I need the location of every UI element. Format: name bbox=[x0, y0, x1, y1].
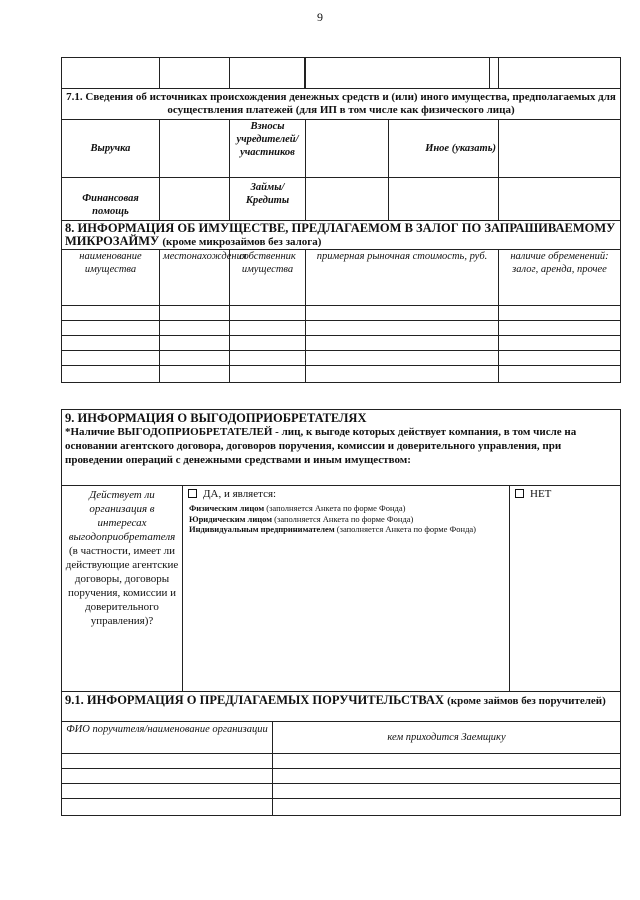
col-owner: собственник имущества bbox=[230, 250, 306, 306]
section-8-title: 8. ИНФОРМАЦИЯ ОБ ИМУЩЕСТВЕ, ПРЕДЛАГАЕМОМ В ЗАЛОГ ПО ЗАПРАШИВАЕМОМУ МИКРОЗАЙМУ (кроме микрозаймов без залога) bbox=[62, 221, 621, 250]
section-9-note: *Наличие ВЫГОДОПРИОБРЕТАТЕЛЕЙ - лиц, к выгоде которых действует компания, в том числе на основании агентского договора, договоров поручения, комиссии и доверительного управления, при проведении операций с денежными средствами и иным имуществом: bbox=[65, 426, 577, 466]
page-number: 9 bbox=[317, 10, 323, 24]
yes-suboption: Индивидуальным предпринимателем (заполняется Анкета по форме Фонда) bbox=[189, 524, 476, 534]
contributions-label: Взносы учредителей/участников bbox=[230, 120, 306, 178]
split-cell bbox=[306, 178, 498, 220]
section-9-1-title: 9.1. ИНФОРМАЦИЯ О ПРЕДЛАГАЕМЫХ ПОРУЧИТЕЛЬСТВАХ (кроме займов без поручителей) bbox=[62, 692, 621, 722]
table-row bbox=[62, 58, 621, 89]
beneficiary-question: Действует ли организация в интересах выгодоприобретателя (в частности, имеет ли действующие агентские договоры, договоры поручения, комиссии и доверительного управления)? bbox=[62, 486, 183, 692]
table-row bbox=[62, 306, 621, 321]
other-value[interactable] bbox=[499, 120, 621, 178]
table-row bbox=[62, 784, 621, 799]
section-7-1-title: 7.1. Сведения об источниках происхождения денежных средств и (или) иного имущества, предполагаемых для осуществления платежей (для ИП в том числе как физического лица) bbox=[62, 89, 621, 120]
yes-suboption: Физическим лицом (заполняется Анкета по форме Фонда) bbox=[189, 503, 406, 513]
table-sources-and-collateral bbox=[61, 57, 621, 383]
loans-label: Займы/Кредиты bbox=[230, 178, 306, 221]
beneficiary-no-cell bbox=[510, 486, 621, 692]
col-guarantor: ФИО поручителя/наименование организации bbox=[62, 722, 273, 754]
table-row bbox=[62, 486, 621, 692]
table-row bbox=[62, 769, 621, 784]
split-cell bbox=[306, 58, 498, 88]
yes-checkbox[interactable] bbox=[188, 489, 197, 498]
section-9-title: 9. ИНФОРМАЦИЯ О ВЫГОДОПРИОБРЕТАТЕЛЯХ bbox=[65, 411, 367, 425]
contributions-value[interactable] bbox=[306, 120, 389, 177]
yes-option[interactable]: ДА, и является: bbox=[186, 488, 506, 501]
table-row bbox=[62, 178, 621, 221]
col-property-name: наименование имущества bbox=[62, 250, 160, 306]
table-row bbox=[62, 336, 621, 351]
yes-suboption: Юридическим лицом (заполняется Анкета по форме Фонда) bbox=[189, 513, 414, 524]
table-row bbox=[62, 799, 621, 816]
table-row bbox=[62, 321, 621, 336]
col-relation: кем приходится Заемщику bbox=[273, 722, 621, 754]
table-row bbox=[62, 351, 621, 366]
revenue-value[interactable] bbox=[160, 120, 230, 178]
table-row bbox=[62, 120, 621, 178]
loans-value[interactable] bbox=[306, 178, 389, 220]
col-location: местонахождения bbox=[160, 250, 230, 306]
table-header-row bbox=[62, 722, 621, 754]
col-market-value: примерная рыночная стоимость, руб. bbox=[306, 250, 499, 306]
other-label: Иное (указать) bbox=[425, 143, 496, 154]
table-header-row bbox=[62, 250, 621, 306]
table-row bbox=[62, 366, 621, 383]
financial-aid-value[interactable] bbox=[160, 178, 230, 221]
financial-aid-label: Финансовая помощь bbox=[62, 178, 160, 221]
split-cell bbox=[306, 120, 498, 177]
revenue-label: Выручка bbox=[62, 120, 160, 178]
col-encumbrances: наличие обременений: залог, аренда, прочее bbox=[499, 250, 621, 306]
table-row bbox=[62, 754, 621, 769]
no-checkbox[interactable] bbox=[515, 489, 524, 498]
no-option[interactable]: НЕТ bbox=[513, 488, 617, 501]
split-cell bbox=[230, 58, 305, 88]
section-9-header bbox=[62, 410, 621, 486]
beneficiary-yes-cell bbox=[183, 486, 510, 692]
table-beneficiaries-and-guarantees bbox=[61, 409, 621, 816]
